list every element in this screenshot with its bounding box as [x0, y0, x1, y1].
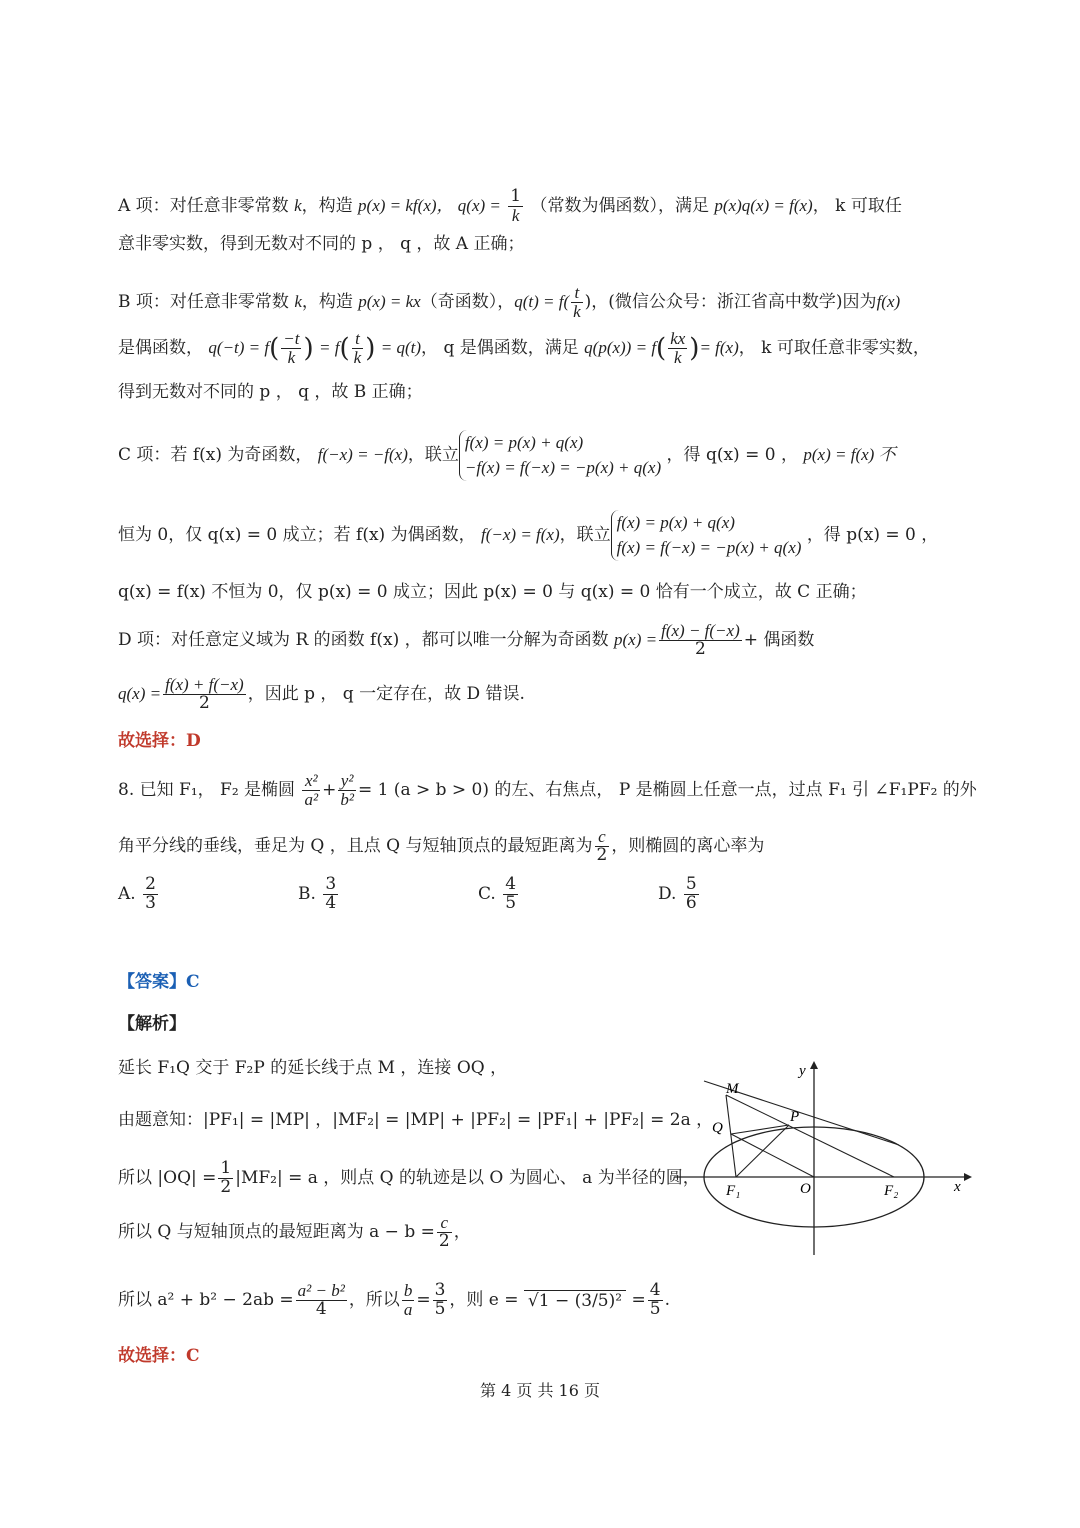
answer-label: 【答案】C: [118, 972, 200, 992]
option-letter: C.: [478, 883, 496, 904]
label-F1: F₁: [726, 1183, 741, 1199]
text: =: [416, 1289, 431, 1310]
denominator: 4: [325, 892, 337, 913]
fraction: [571, 284, 583, 321]
choice-answer-8: 故选择：C: [118, 1346, 200, 1366]
text: ， k 可取任: [812, 195, 902, 216]
math-expr: q(x) =: [118, 683, 162, 703]
question-8-line2: [118, 828, 764, 865]
text: ，则 e =: [449, 1289, 519, 1310]
text: 所以 a² + b² − 2ab =: [118, 1289, 294, 1310]
denominator: 4: [315, 1298, 327, 1319]
question-8-line1: [118, 772, 977, 809]
section-a-line1: [118, 188, 902, 225]
equation: −f(x) = f(−x) = −p(x) + q(x): [464, 457, 662, 477]
option-b: [298, 876, 340, 913]
option-letter: D.: [658, 883, 677, 904]
text: 对任意定义域为 R 的函数 f(x) ，都可以唯一分解为奇函数: [171, 629, 609, 650]
label-x: x: [954, 1179, 961, 1195]
analysis-label: 【解析】: [118, 1014, 186, 1034]
text: ，所以: [348, 1289, 400, 1310]
denominator: k: [673, 347, 682, 367]
math-expr: f(−x) = −f(x): [317, 445, 408, 465]
text: P 是椭圆上任意一点，过点 F₁ 引 ∠F₁PF₂ 的外: [618, 779, 977, 800]
fraction: [218, 1160, 233, 1197]
text: 8. 已知 F₁， F₂ 是椭圆: [118, 779, 296, 800]
section-c-label: C 项：: [118, 445, 171, 466]
fraction: [433, 1282, 448, 1319]
analysis-line4: [118, 1214, 471, 1251]
denominator: 2: [198, 692, 210, 713]
math-expr: = q(t): [380, 337, 422, 357]
y-axis-arrow: [810, 1061, 818, 1069]
numerator: b: [403, 1281, 413, 1300]
denominator: k: [287, 347, 296, 367]
option-c: [478, 876, 520, 913]
math-expr: q(−t) = f: [208, 337, 270, 357]
text: .: [664, 1289, 670, 1310]
text: + 偶函数: [743, 629, 815, 650]
numerator: x²: [302, 772, 320, 791]
text: ， q 是偶函数，满足: [421, 337, 579, 358]
ellipse-diagram: [674, 1055, 974, 1260]
section-a-label: A 项：: [118, 195, 170, 216]
denominator: a: [403, 1299, 413, 1319]
denominator: k: [573, 301, 581, 321]
section-b-label: B 项：: [118, 291, 170, 312]
text: ，得 q(x) = 0 ，: [666, 445, 798, 466]
text: 恒为 0，仅 q(x) = 0 成立；若 f(x) 为偶函数，: [118, 525, 476, 546]
numerator: 4: [649, 1280, 661, 1300]
equation: f(x) = p(x) + q(x): [616, 513, 735, 532]
math-expr: = f: [319, 337, 340, 357]
fraction: [503, 876, 518, 913]
fraction: [338, 772, 356, 809]
numerator: y²: [338, 772, 356, 791]
math-expr: p(x) = kf(x): [358, 195, 437, 215]
math-expr: p(x) = kx: [358, 291, 421, 311]
numerator: 3: [434, 1280, 446, 1300]
numerator: 5: [685, 874, 697, 894]
denominator: a²: [304, 789, 319, 809]
page-footer: 第 4 页 共 16 页: [480, 1381, 600, 1400]
section-b-line1: [118, 284, 900, 321]
numerator: t: [571, 284, 583, 303]
text: 角平分线的垂线，垂足为 Q ，且点 Q 与短轴顶点的最短距离为: [118, 835, 593, 856]
fraction: [302, 772, 320, 809]
denominator: b²: [340, 789, 354, 809]
denominator: 5: [434, 1298, 446, 1319]
numerator: −t: [283, 329, 300, 348]
numerator: kx: [670, 329, 686, 348]
denominator: 3: [145, 892, 156, 913]
text: ，因此 p ， q 一定存在，故 D 错误.: [247, 683, 525, 704]
denominator: 6: [685, 892, 697, 913]
fraction: [595, 828, 610, 865]
numerator: f(x) + f(−x): [165, 675, 244, 694]
choice-answer-7: 故选择：D: [118, 731, 201, 751]
fraction: [508, 188, 523, 225]
text: = 1 (a > b > 0) 的左、右焦点，: [357, 779, 614, 800]
sqrt-content: 1 − (3/5)²: [538, 1291, 623, 1312]
section-b-line3: 得到无数对不同的 p ， q ，故 B 正确；: [118, 382, 423, 402]
section-d-line1: [118, 622, 814, 659]
fraction: [437, 1214, 452, 1251]
section-a-line2: 意非零实数，得到无数对不同的 p ， q ，故 A 正确；: [118, 234, 525, 254]
text: 是偶函数，: [118, 337, 203, 358]
fraction: [296, 1282, 347, 1319]
numerator: 2: [145, 874, 156, 894]
fraction: [402, 1282, 415, 1319]
option-letter: A.: [118, 883, 136, 904]
var-k: k: [294, 291, 302, 311]
numerator: 3: [325, 874, 337, 894]
section-d-line2: [118, 676, 525, 713]
option-letter: B.: [298, 883, 316, 904]
denominator: 2: [220, 1176, 232, 1197]
math-expr: f(−x) = f(x): [481, 525, 560, 545]
text: 对任意非零常数: [169, 195, 289, 216]
text: 所以 |OQ| =: [118, 1167, 217, 1188]
sqrt-expression: √1 − (3/5)²: [524, 1290, 626, 1310]
text: ，联立: [559, 525, 611, 546]
var-k: k: [294, 195, 302, 215]
math-expr: p(x)q(x) = f(x): [714, 195, 813, 215]
numerator: a² − b²: [297, 1281, 345, 1300]
numerator: t: [352, 330, 364, 349]
text: ，: [453, 1221, 471, 1242]
denominator: 2: [695, 638, 706, 659]
label-y: y: [799, 1063, 806, 1079]
math-expr: p(x) = f(x) 不: [803, 445, 896, 465]
denominator: 2: [438, 1230, 450, 1251]
label-F2: F₂: [884, 1183, 899, 1199]
text: 所以 Q 与短轴顶点的最短距离为 a − b =: [118, 1221, 435, 1242]
text: 对任意非零常数: [169, 291, 289, 312]
text: =: [631, 1289, 646, 1310]
fraction: [668, 330, 687, 367]
denominator: k: [511, 205, 520, 225]
text: （常数为偶函数），满足: [530, 195, 710, 216]
text: 若 f(x) 为奇函数，: [170, 445, 313, 466]
fraction: [323, 876, 338, 913]
fraction: [281, 330, 301, 367]
label-M: M: [726, 1081, 739, 1097]
analysis-line1: 延长 F₁Q 交于 F₂P 的延长线于点 M ，连接 OQ ，: [118, 1058, 508, 1078]
label-P: P: [790, 1109, 800, 1125]
text: ，构造: [301, 291, 353, 312]
equation: f(x) = f(−x) = −p(x) + q(x): [616, 537, 802, 557]
text: +: [322, 779, 337, 800]
math-expr: f(x): [876, 291, 901, 311]
section-c-line1: [118, 430, 896, 481]
section-c-line2: [118, 510, 938, 561]
label-O: O: [800, 1181, 811, 1197]
denominator: k: [353, 347, 362, 367]
equation: f(x) = p(x) + q(x): [464, 433, 584, 452]
option-d: [658, 876, 701, 913]
numerator: 1: [510, 186, 522, 206]
numerator: c: [437, 1214, 452, 1233]
equation-system: [611, 510, 802, 561]
analysis-line2: 由题意知：|PF₁| = |MP| ，|MF₂| = |MP| + |PF₂| = |PF₁| + |PF₂| = 2a ，: [118, 1110, 714, 1130]
analysis-line5: [118, 1282, 670, 1319]
math-expr: q(t) = f(: [514, 291, 570, 311]
section-d-label: D 项：: [118, 629, 172, 650]
fraction: [143, 876, 158, 913]
analysis-line3: [118, 1160, 700, 1197]
numerator: 4: [505, 874, 517, 894]
denominator: 5: [505, 892, 517, 913]
text: ，联立: [407, 445, 459, 466]
text: ，构造: [301, 195, 353, 216]
fraction: [648, 1282, 663, 1319]
fraction: [352, 330, 364, 367]
text: ，则椭圆的离心率为: [611, 835, 765, 856]
fraction: [659, 622, 742, 659]
math-expr: p(x) =: [614, 629, 658, 649]
equation-system: [459, 430, 661, 481]
section-c-line3: q(x) = f(x) 不恒为 0，仅 p(x) = 0 成立；因此 p(x) = 0 与 q(x) = 0 恰有一个成立，故 C 正确；: [118, 582, 867, 602]
numerator: 1: [220, 1158, 232, 1178]
fraction: [163, 676, 246, 713]
text: ): [584, 291, 592, 312]
text: ，(微信公众号：浙江省高中数学)因为: [591, 291, 877, 312]
text: ， k 可取任意非零实数，: [738, 337, 930, 358]
text: （奇函数），: [420, 291, 515, 312]
numerator: c: [595, 828, 610, 847]
text: ，得 p(x) = 0 ，: [806, 525, 939, 546]
math-expr: = f(x): [699, 337, 739, 357]
fraction: [684, 876, 699, 913]
denominator: 2: [596, 844, 608, 865]
option-a: [118, 876, 160, 913]
numerator: f(x) − f(−x): [661, 621, 740, 640]
math-expr: q(p(x)) = f: [584, 337, 657, 357]
text: |MF₂| = a ，则点 Q 的轨迹是以 O 为圆心、 a 为半径的圆，: [235, 1167, 700, 1188]
section-b-line2: 是偶函数， q(−t) = f( $\frac{-t}{k}$ ) = f( $\frac{t}{k}$ ) = q(t)， q 是偶函数，满足 q(p(x)) = f( $\frac{kx}{k}$ )= f(x)， k 可取任意非零实数，: [118, 329, 930, 367]
label-Q: Q: [712, 1120, 723, 1136]
denominator: 5: [649, 1298, 661, 1319]
math-expr: ， q(x) =: [436, 195, 501, 215]
x-axis-arrow: [964, 1173, 972, 1181]
